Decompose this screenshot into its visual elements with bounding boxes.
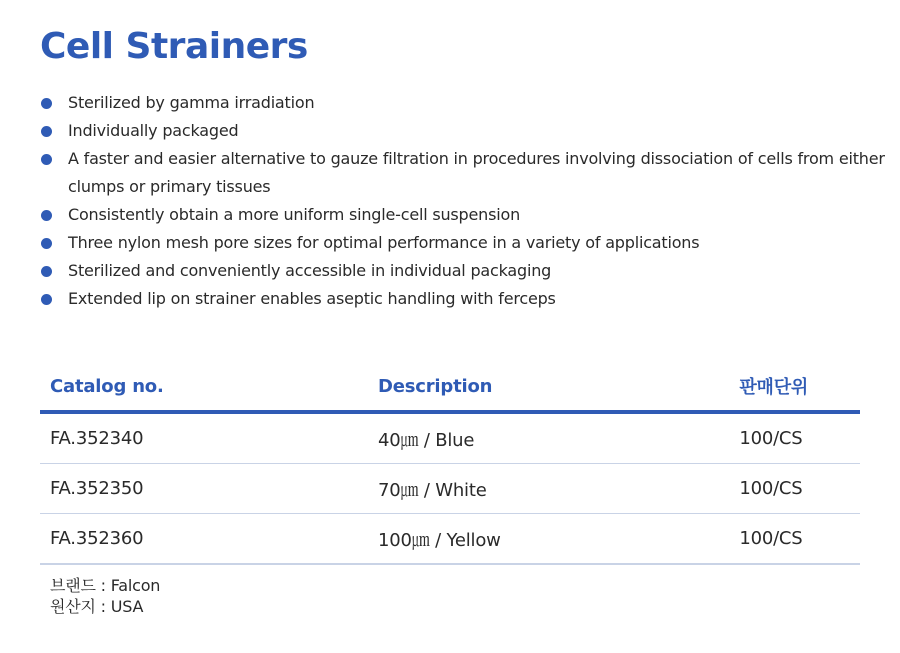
origin-note: 원산지 : USA — [50, 597, 144, 616]
feature-item — [40, 145, 885, 201]
cell-description: 100㎛ / Yellow — [368, 514, 729, 565]
table-row — [40, 514, 860, 565]
feature-text: Sterilized and conveniently accessible in individual packaging — [68, 261, 552, 280]
feature-item — [40, 257, 885, 285]
table-row — [40, 464, 860, 514]
footnotes — [50, 575, 160, 617]
feature-item — [40, 201, 885, 229]
cell-description: 70㎛ / White — [368, 464, 729, 514]
column-header-catalog: Catalog no. — [40, 362, 368, 412]
feature-text: Extended lip on strainer enables aseptic handling with ferceps — [68, 289, 556, 308]
feature-text: Sterilized by gamma irradiation — [68, 93, 315, 112]
cell-unit: 100/CS — [729, 412, 860, 464]
cell-unit: 100/CS — [729, 464, 860, 514]
feature-text: Three nylon mesh pore sizes for optimal performance in a variety of applications — [68, 233, 700, 252]
feature-text: Individually packaged — [68, 121, 239, 140]
table-header — [40, 362, 860, 412]
table-body — [40, 412, 860, 564]
feature-text: Consistently obtain a more uniform single-cell suspension — [68, 205, 521, 224]
feature-text: A faster and easier alternative to gauze filtration in procedures involving dissociation of cells from either clumps or primary tissues — [68, 149, 885, 196]
bullet-dot-icon — [41, 98, 52, 109]
cell-unit: 100/CS — [729, 514, 860, 565]
feature-item — [40, 285, 885, 313]
bullet-dot-icon — [41, 210, 52, 221]
catalog-table — [40, 362, 860, 565]
bullet-dot-icon — [41, 126, 52, 137]
table-header-row — [40, 362, 860, 412]
table-row — [40, 412, 860, 464]
bullet-dot-icon — [41, 266, 52, 277]
bullet-dot-icon — [41, 294, 52, 305]
cell-catalog: FA.352350 — [40, 464, 368, 514]
feature-item — [40, 89, 885, 117]
cell-description: 40㎛ / Blue — [368, 412, 729, 464]
cell-catalog: FA.352340 — [40, 412, 368, 464]
feature-list — [40, 89, 885, 313]
bullet-dot-icon — [41, 238, 52, 249]
bullet-dot-icon — [41, 154, 52, 165]
feature-item — [40, 229, 885, 257]
feature-item — [40, 117, 885, 145]
cell-catalog: FA.352360 — [40, 514, 368, 565]
brand-note: 브랜드 : Falcon — [50, 576, 161, 595]
column-header-unit: 판매단위 — [729, 362, 860, 412]
column-header-description: Description — [368, 362, 729, 412]
page-title: Cell Strainers — [40, 26, 308, 67]
